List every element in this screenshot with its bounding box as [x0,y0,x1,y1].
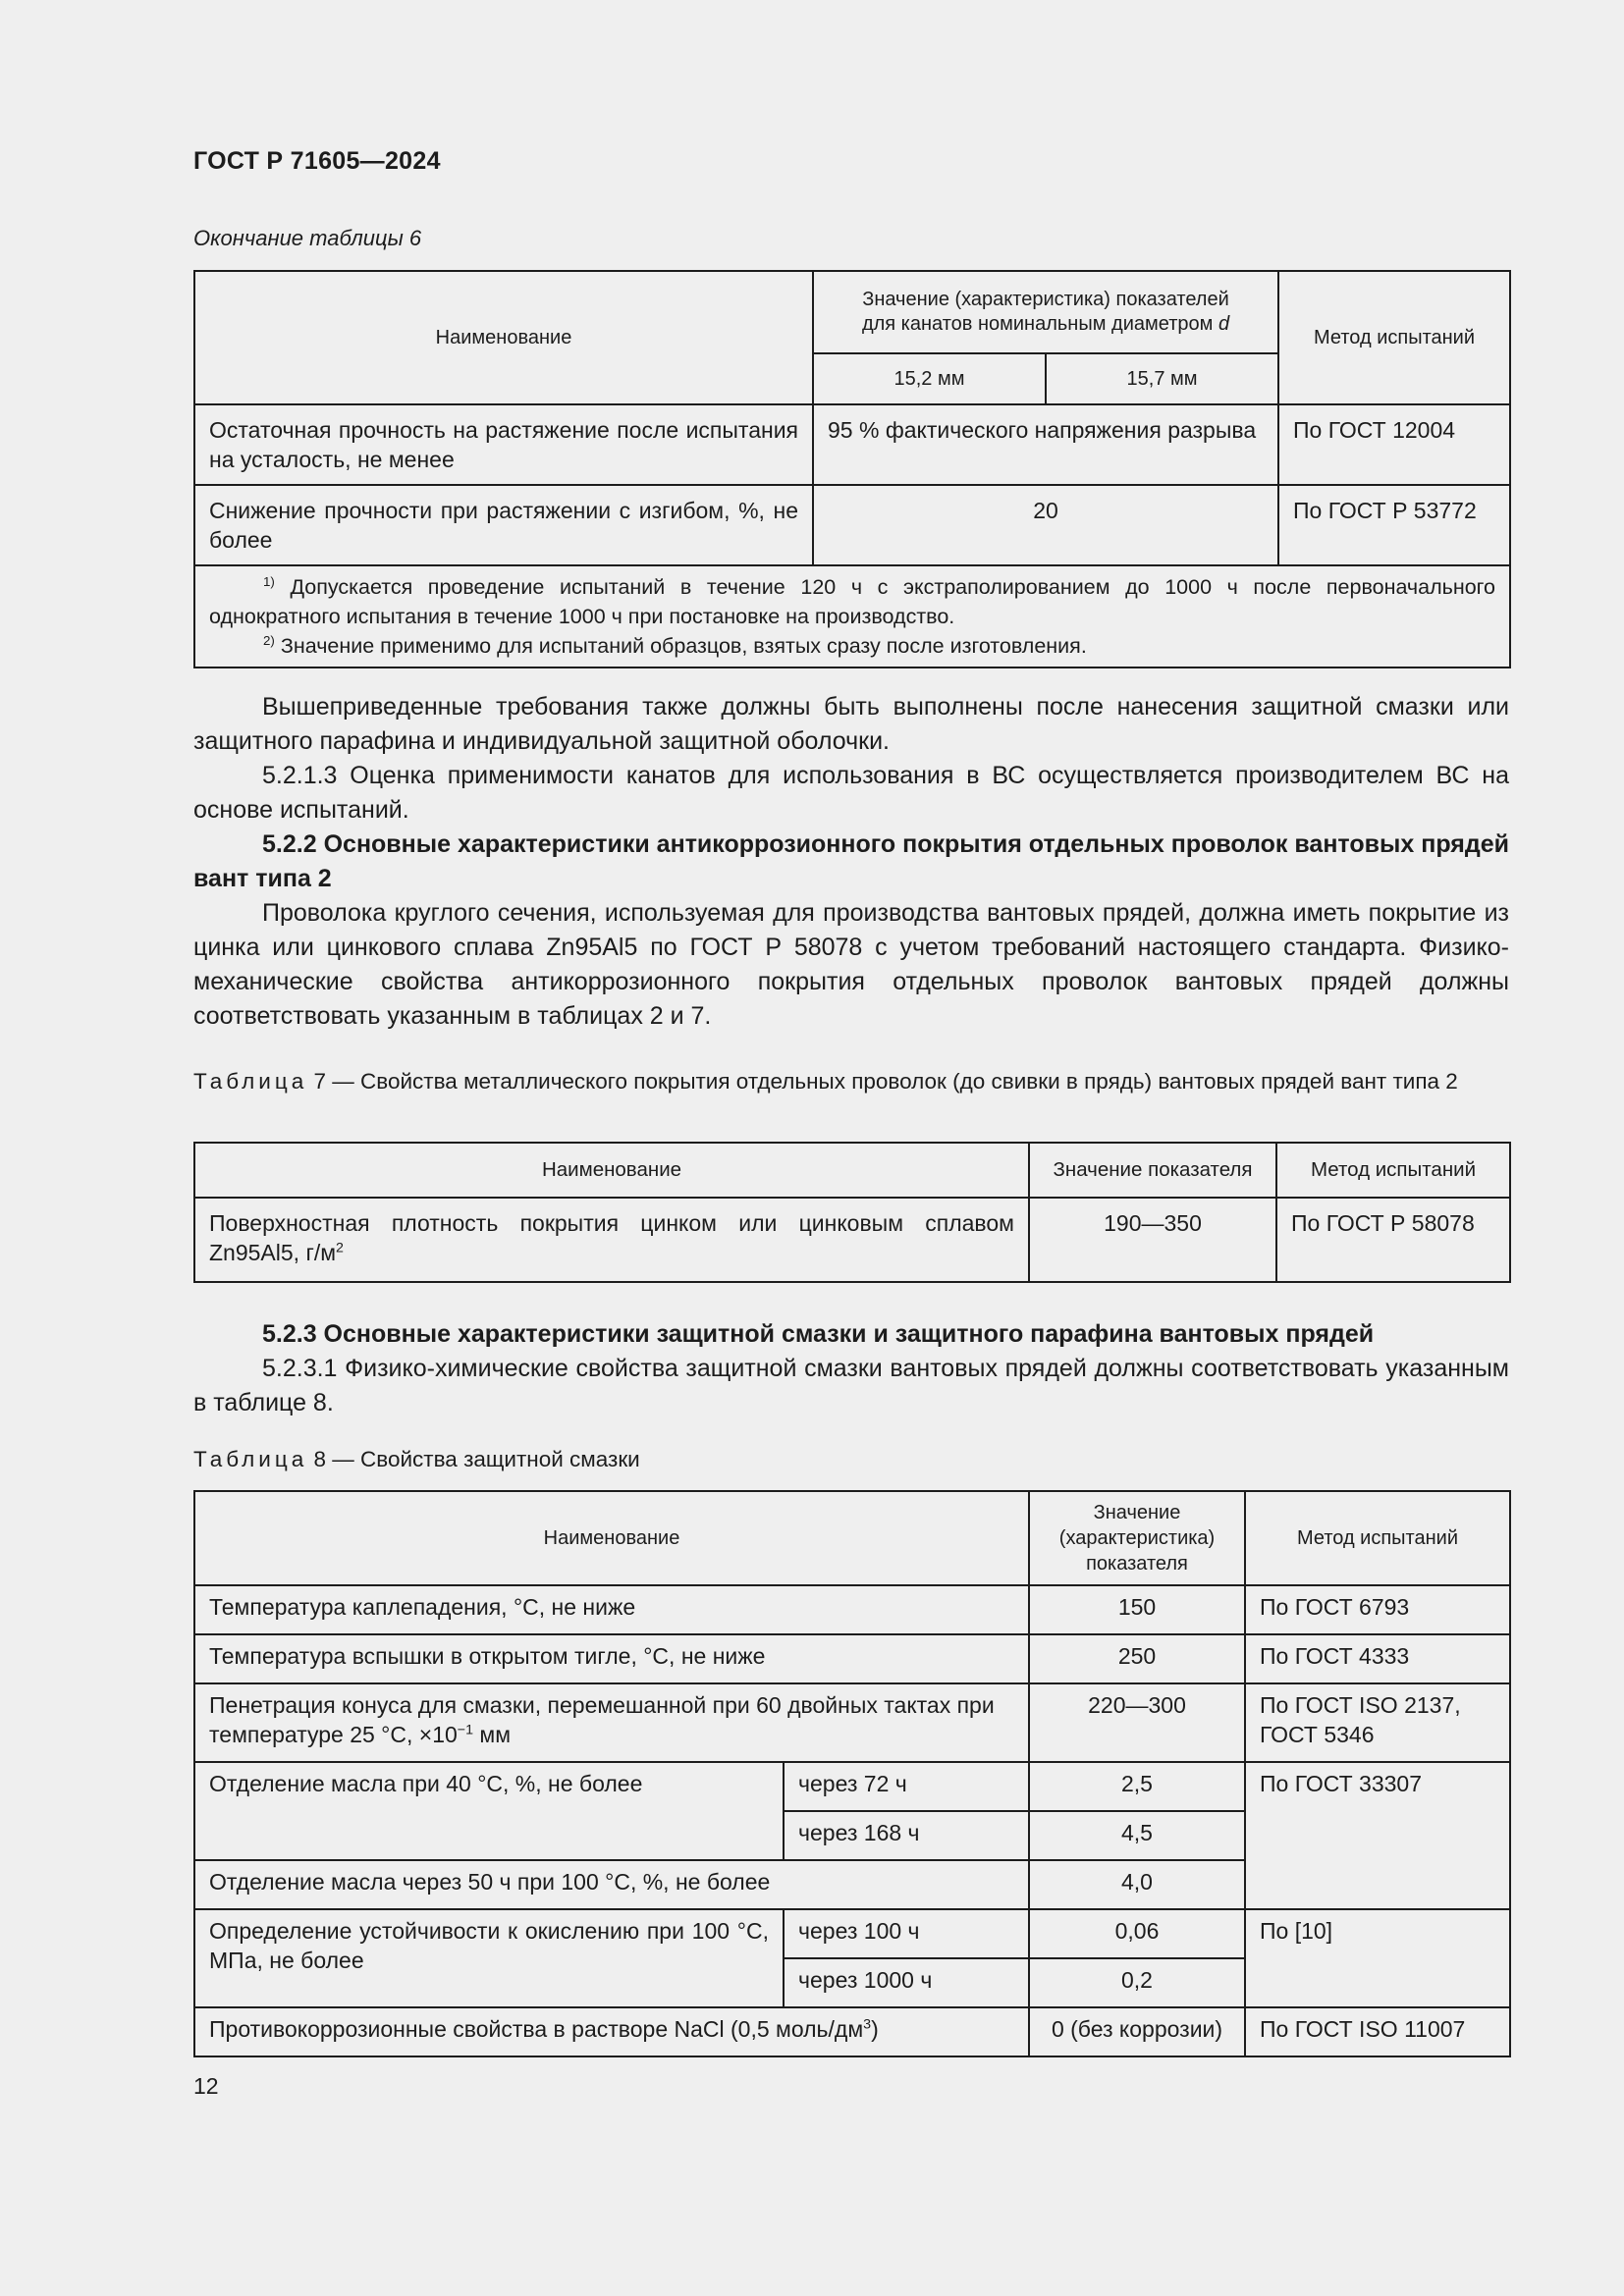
t8-r2-value: 250 [1029,1634,1245,1683]
table-row [194,485,1510,565]
t6-r2-value: 20 [813,485,1278,565]
paragraph: Вышеприведенные требования также должны быть выполнены после нанесения защитной смазки или защитного парафина и индивидуальной защитной оболочки. [193,693,1509,755]
t8-r7-method: По ГОСТ ISO 11007 [1245,2007,1510,2056]
t8-r6-name: Определение устойчивости к окислению при 100 °С, МПа, не более [194,1909,784,2007]
t8-head-value: Значение (характеристика) показателя [1029,1491,1245,1585]
t8-head-name: Наименование [194,1491,1029,1585]
t8-r7-name: Противокоррозионные свойства в растворе NaCl (0,5 моль/$дм^3$) [194,2007,1029,2056]
t6-r1-value: 95 % фактического напряжения разрыва [813,404,1278,485]
document-header: ГОСТ Р 71605—2024 [193,147,441,175]
table-row [194,1198,1510,1282]
t6-note-2: $^{2)}$ Значение применимо для испытаний образцов, взятых сразу после изготовления. [263,633,1087,658]
table-row [194,2007,1510,2056]
t8-r3-method: По ГОСТ ISO 2137, ГОСТ 5346 [1245,1683,1510,1762]
table-8 [193,1490,1511,2057]
t7-head-value: Значение показателя [1029,1143,1276,1198]
section-heading-5-2-3: 5.2.3 Основные характеристики защитной смазки и защитного парафина вантовых прядей [262,1320,1375,1348]
paragraph: 5.2.1.3 Оценка применимости канатов для использования в ВС осуществляется производителем ВС на основе испытаний. [193,762,1509,824]
t8-r3-name: Пенетрация конуса для смазки, перемешанной при 60 двойных тактах при температуре 25 °С, $\times 10^{-1}$ мм [194,1683,1029,1762]
t8-r3-value: 220—300 [1029,1683,1245,1762]
t8-r4-sub1: через 72 ч [784,1762,1029,1811]
t8-r1-method: По ГОСТ 6793 [1245,1585,1510,1634]
t6-head-method: Метод испытаний [1278,271,1510,404]
table7-caption: Таблица 7 — Свойства металлического покрытия отдельных проволок (до свивки в прядь) вантовых прядей вант типа 2 [193,1069,1458,1094]
t8-r4-name: Отделение масла при 40 °С, %, не более [194,1762,784,1860]
page-number: 12 [193,2073,219,2099]
t6-r1-name: Остаточная прочность на растяжение после испытания на усталость, не менее [194,404,813,485]
t8-r4-val1: 2,5 [1029,1762,1245,1811]
table-7 [193,1142,1511,1283]
t6-head-d1: 15,2 мм [813,353,1046,404]
paragraph: Проволока круглого сечения, используемая для производства вантовых прядей, должна иметь покрытие из цинка или цинкового сплава Zn95Al5 по ГОСТ Р 58078 с учетом требований настоящего стандарта. Физико-механические свойства антикоррозионного покрытия отдельных проволок вантовых прядей должны соответствовать указанным в таблицах 2 и 7. [193,899,1509,1030]
t8-r2-method: По ГОСТ 4333 [1245,1634,1510,1683]
t8-r4-val2: 4,5 [1029,1811,1245,1860]
t8-r1-name: Температура каплепадения, °С, не ниже [194,1585,1029,1634]
t8-r5-name: Отделение масла через 50 ч при 100 °С, %, не более [194,1860,1029,1909]
t8-r6-method: По [10] [1245,1909,1510,2007]
table-row [194,1762,1510,1811]
t8-r4-method: По ГОСТ 33307 [1245,1762,1510,1909]
t8-r6-val2: 0,2 [1029,1958,1245,2007]
t6-r2-method: По ГОСТ Р 53772 [1278,485,1510,565]
t7-r1-name: Поверхностная плотность покрытия цинком или цинковым сплавом Zn95Al5, $г/м^2$ [194,1198,1029,1282]
table-6 [193,270,1511,668]
t8-r5-value: 4,0 [1029,1860,1245,1909]
table6-continuation-caption: Окончание таблицы 6 [193,226,422,250]
table-row [194,1634,1510,1683]
body-section-2 [193,1317,1509,1420]
t6-r2-name: Снижение прочности при растяжении с изгибом, %, не более [194,485,813,565]
t7-r1-method: По ГОСТ Р 58078 [1276,1198,1510,1282]
t6-head-name: Наименование [194,271,813,404]
t8-r6-sub1: через 100 ч [784,1909,1029,1958]
t8-r4-sub2: через 168 ч [784,1811,1029,1860]
table8-caption: Таблица 8 — Свойства защитной смазки [193,1447,640,1471]
t6-r1-method: По ГОСТ 12004 [1278,404,1510,485]
table-row [194,1683,1510,1762]
body-section-1 [193,690,1509,1034]
t7-r1-value: 190—350 [1029,1198,1276,1282]
t8-r6-val1: 0,06 [1029,1909,1245,1958]
table-row [194,404,1510,485]
table-row [194,1909,1510,1958]
t6-notes [194,565,1510,667]
t8-head-method: Метод испытаний [1245,1491,1510,1585]
t8-r7-value: 0 (без коррозии) [1029,2007,1245,2056]
paragraph: 5.2.3.1 Физико-химические свойства защитной смазки вантовых прядей должны соответствовать указанным в таблице 8. [193,1355,1509,1416]
t6-head-value: Значение (характеристика) показателей для канатов номинальным диаметром d [813,271,1278,353]
section-heading-5-2-2: 5.2.2 Основные характеристики антикоррозионного покрытия отдельных проволок вантовых прядей вант типа 2 [193,830,1509,892]
t6-notes-row [194,565,1510,667]
t8-r6-sub2: через 1000 ч [784,1958,1029,2007]
t6-note-1: $^{1)}$ Допускается проведение испытаний в течение 120 ч с экстраполированием до 1000 ч после первоначального однократного испытания в течение 1000 ч при постановке на производство. [209,574,1495,628]
t7-head-name: Наименование [194,1143,1029,1198]
t8-r2-name: Температура вспышки в открытом тигле, °С, не ниже [194,1634,1029,1683]
t7-head-method: Метод испытаний [1276,1143,1510,1198]
t8-r1-value: 150 [1029,1585,1245,1634]
table-row [194,1585,1510,1634]
t6-head-d2: 15,7 мм [1046,353,1278,404]
